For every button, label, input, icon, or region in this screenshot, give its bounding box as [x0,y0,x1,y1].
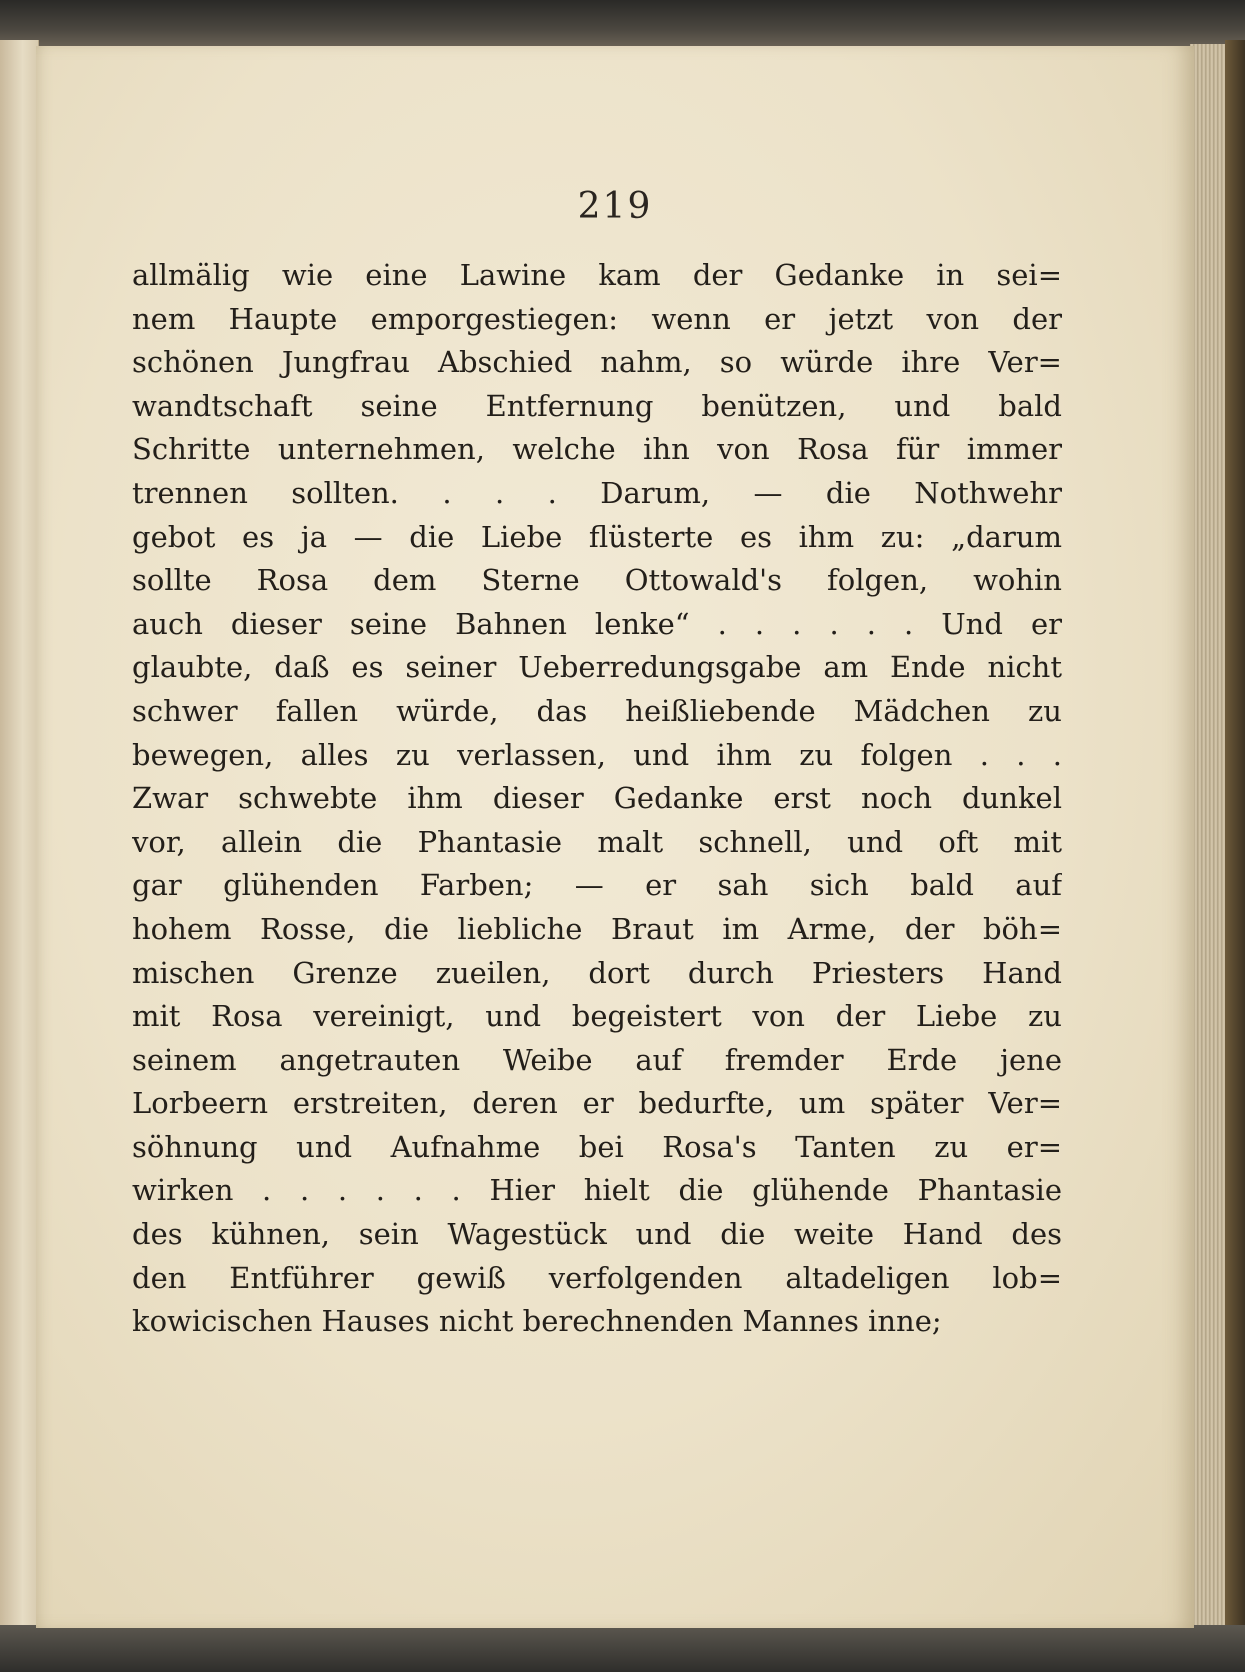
page-text [132,254,1062,1344]
text-line: auch dieser seine Bahnen lenke“ . . . . . . Und er [132,606,1062,641]
page-number: 219 [577,186,653,227]
text-line: Schritte unternehmen, welche ihn von Rosa für immer [132,432,1062,467]
text-line: gar glühenden Farben; — er sah sich bald auf [132,868,1062,903]
book-cover-edge [1225,40,1245,1640]
left-page-edge [0,40,39,1630]
text-line: sollte Rosa dem Sterne Ottowald's folgen, wohin [132,563,1062,598]
text-line: mit Rosa vereinigt, und begeistert von der Liebe zu [132,999,1062,1034]
text-line: des kühnen, sein Wagestück und die weite Hand des [132,1217,1062,1252]
text-line: gebot es ja — die Liebe flüsterte es ihm zu: „darum [132,519,1062,554]
text-line: mischen Grenze zueilen, dort durch Priesters Hand [132,955,1062,990]
book-bottom-edge [0,1625,1245,1672]
text-line: wirken . . . . . . Hier hielt die glühende Phantasie [132,1173,1062,1208]
text-line: den Entführer gewiß verfolgenden altadeligen lob= [132,1260,1062,1295]
text-line: schönen Jungfrau Abschied nahm, so würde ihre Ver= [132,345,1062,380]
text-line: trennen sollten. . . . Darum, — die Nothwehr [132,475,1062,510]
text-line: bewegen, alles zu verlassen, und ihm zu folgen . . . [132,737,1062,772]
text-line: nem Haupte emporgestiegen: wenn er jetzt von der [132,301,1062,336]
book-page [36,46,1194,1628]
text-line: söhnung und Aufnahme bei Rosa's Tanten zu er= [132,1129,1062,1164]
text-line: wandtschaft seine Entfernung benützen, und bald [132,388,1062,423]
text-line: schwer fallen würde, das heißliebende Mädchen zu [132,693,1062,728]
text-line: allmälig wie eine Lawine kam der Gedanke in sei= [132,258,1062,292]
text-line: kowicischen Hauses nicht berechnenden Mannes inne; [132,1304,942,1339]
text-line: Lorbeern erstreiten, deren er bedurfte, um später Ver= [132,1086,1062,1121]
text-line: glaubte, daß es seiner Ueberredungsgabe am Ende nicht [132,650,1062,685]
book-top-edge [0,0,1245,48]
text-line: seinem angetrauten Weibe auf fremder Erde jene [132,1042,1062,1077]
text-line: vor, allein die Phantasie malt schnell, und oft mit [132,824,1062,859]
text-line: hohem Rosse, die liebliche Braut im Arme, der böh= [132,911,1062,946]
text-line: Zwar schwebte ihm dieser Gedanke erst noch dunkel [132,781,1062,816]
